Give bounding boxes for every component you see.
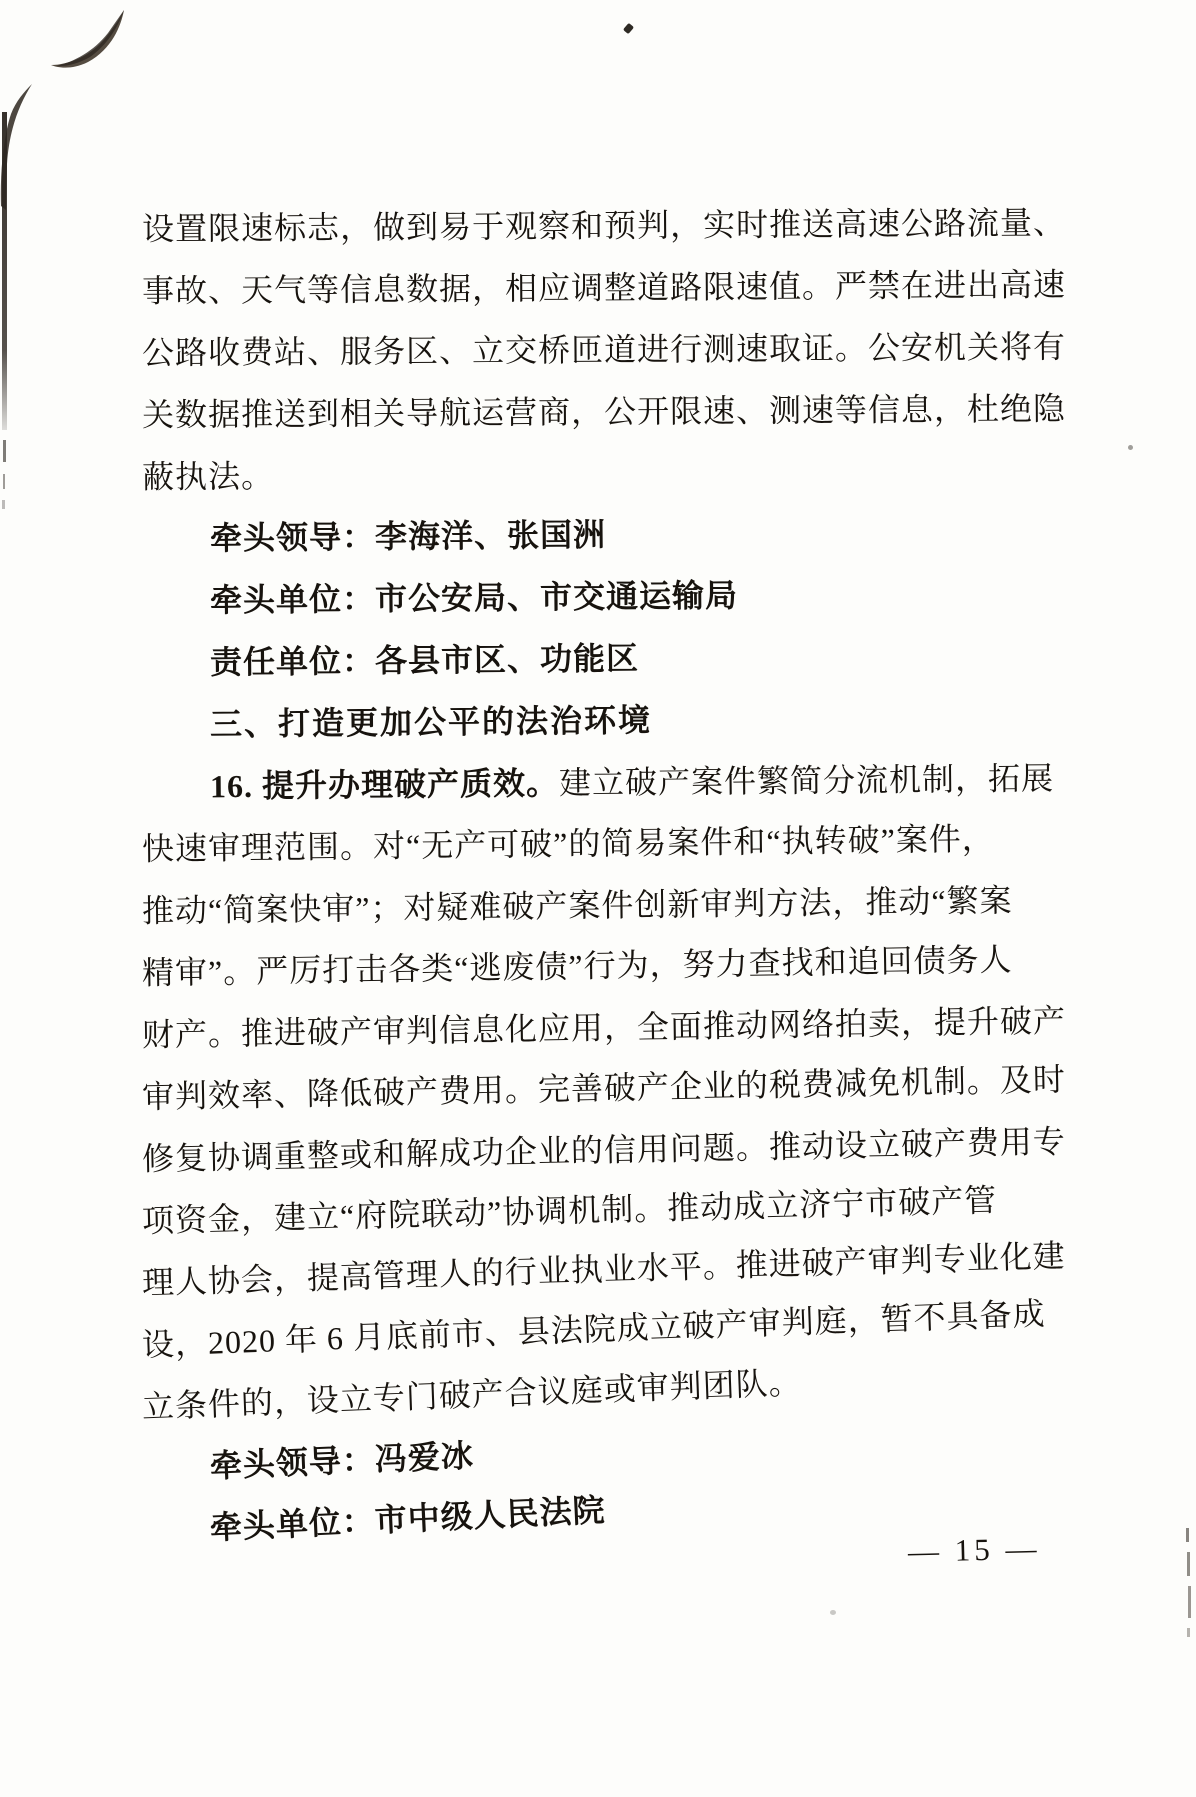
item16-line-6: 审判效率、降低破产费用。完善破产企业的税费减免机制。及时 <box>141 1061 1067 1115</box>
section-3-heading: 三、打造更加公平的法治环境 <box>209 702 653 743</box>
item16-line-1-rest: 建立破产案件繁简分流机制，拓展 <box>558 760 1055 801</box>
item16-lead-unit-line: 牵头单位：市中级人民法院 <box>209 1491 607 1546</box>
item16-line-8: 项资金，建立“府院联动”协调机制。推动成立济宁市破产管 <box>141 1182 998 1239</box>
item16-line-11: 立条件的，设立专门破产合议庭或审判团队。 <box>141 1364 803 1425</box>
item16-line-10: 设，2020 年 6 月底前市、县法院成立破产审判庭，暂不具备成 <box>141 1295 1047 1363</box>
item16-line-9: 理人协会，提高管理人的行业执业水平。推进破产审判专业化建 <box>141 1237 1067 1301</box>
paragraph15-line-3: 公路收费站、服务区、立交桥匝道进行测速取证。公安机关将有 <box>141 328 1067 371</box>
item16-lead-leader-line: 牵头领导：冯爱冰 <box>209 1437 475 1485</box>
paragraph15-line-5: 蔽执法。 <box>141 458 275 495</box>
page-number: — 15 — <box>907 1530 1041 1569</box>
scan-artifact-right-edge-dash <box>1186 1528 1189 1542</box>
item16-line-5: 财产。推进破产审判信息化应用，全面推动网络拍卖，提升破产 <box>141 1002 1067 1053</box>
item16-line-7: 修复协调重整或和解成功企业的信用问题。推动设立破产费用专 <box>141 1123 1067 1177</box>
item16-line-4: 精审”。严厉打击各类“逃废债”行为，努力查找和追回债务人 <box>141 941 1013 991</box>
scan-speck-right-mid <box>1128 445 1133 450</box>
item16-line-1 <box>142 747 1063 818</box>
item16-line-2: 快速审理范围。对“无产可破”的简易案件和“执转破”案件， <box>141 820 995 867</box>
document-body <box>141 198 1067 1562</box>
scan-artifact-left-edge-line <box>0 84 42 534</box>
paragraph15-line-2: 事故、天气等信息数据，相应调整道路限速值。严禁在进出高速 <box>141 266 1067 309</box>
item15-lead-unit-line: 牵头单位：市公安局、市交通运输局 <box>209 577 739 619</box>
paragraph15-line-4: 关数据推送到相关导航运营商，公开限速、测速等信息，杜绝隐 <box>141 390 1067 433</box>
item16-number-title: 16. 提升办理破产质效。 <box>209 764 560 805</box>
scan-speck-bottom <box>830 1610 836 1615</box>
scan-artifact-right-edge-dash <box>1187 1552 1190 1576</box>
paragraph15-line-1: 设置限速标志，做到易于观察和预判，实时推送高速公路流量、 <box>141 204 1067 247</box>
scan-artifact-right-edge-dash <box>1187 1628 1190 1637</box>
scan-speck-top-center <box>623 23 634 34</box>
item15-lead-leader-line: 牵头领导：李海洋、张国洲 <box>209 516 607 557</box>
scan-artifact-crescent-mark <box>48 6 130 78</box>
scan-artifact-right-edge-dash <box>1188 1586 1191 1618</box>
item15-responsible-unit-line: 责任单位：各县市区、功能区 <box>209 640 640 681</box>
item16-line-3: 推动“简案快审”；对疑难破产案件创新审判方法，推动“繁案 <box>141 882 1013 929</box>
